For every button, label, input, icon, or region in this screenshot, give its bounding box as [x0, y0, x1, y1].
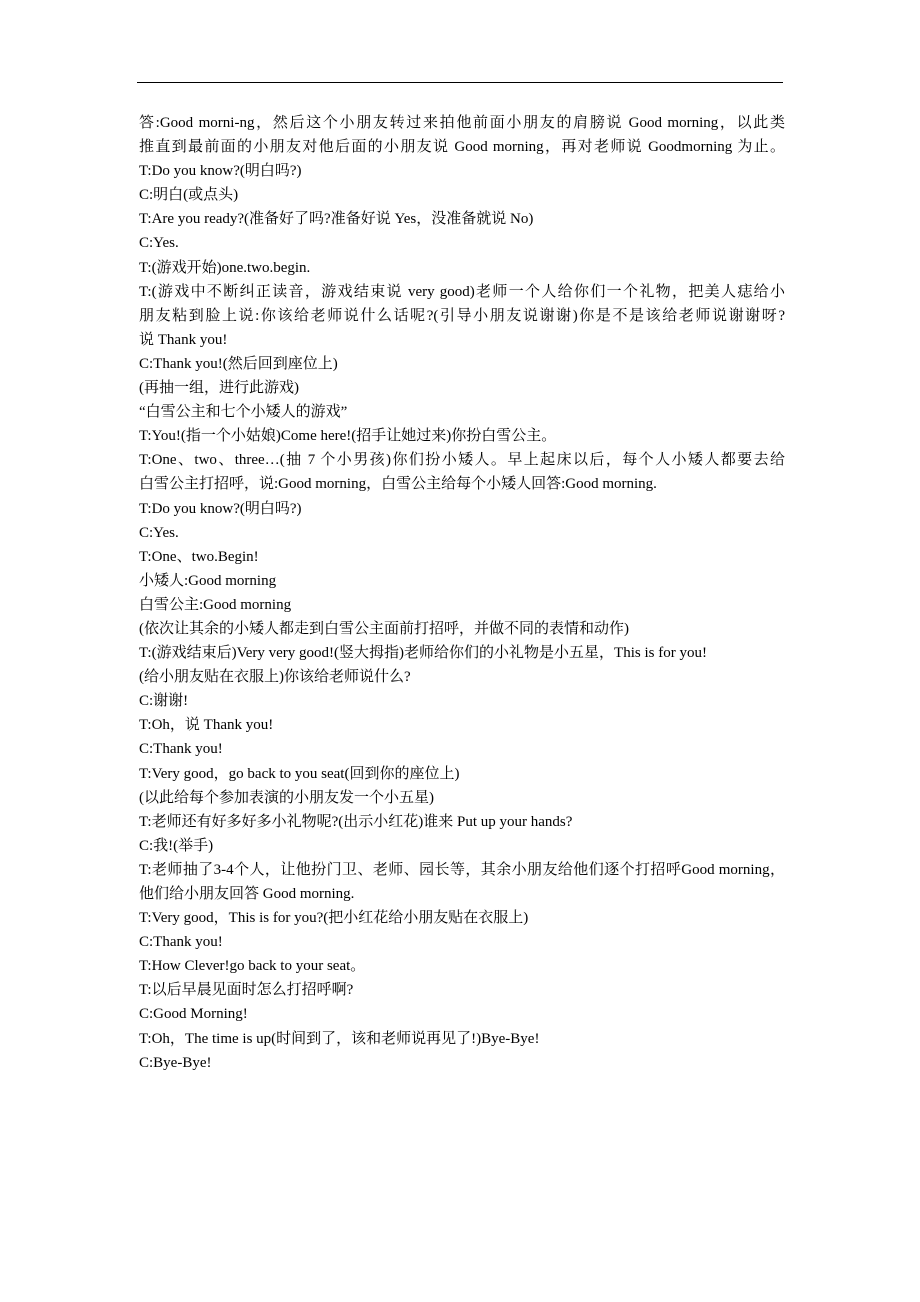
text-line: 答:Good morni-ng，然后这个小朋友转过来拍他前面小朋友的肩膀说 Good morning，以此类 — [139, 115, 785, 131]
text-line: (以此给每个参加表演的小朋友发一个小五星) — [139, 789, 434, 806]
document-body — [139, 111, 789, 1075]
text-line: T:How Clever!go back to your seat。 — [139, 958, 366, 975]
text-line: C:Yes. — [139, 235, 179, 252]
text-line: 他们给小朋友回答 Good morning. — [139, 886, 355, 902]
text-line: 推直到最前面的小朋友对他后面的小朋友说 Good morning，再对老师说 Goodmorning 为止。 — [139, 139, 785, 156]
text-line: C:Good Morning! — [139, 1006, 248, 1023]
text-line: T:You!(指一个小姑娘)Come here!(招手让她过来)你扮白雪公主。 — [139, 428, 557, 445]
text-line: T:Are you ready?(准备好了吗?准备好说 Yes，没准备就说 No) — [139, 211, 534, 228]
text-line: T:Do you know?(明白吗?) — [139, 163, 302, 180]
text-line: 朋友粘到脸上说:你该给老师说什么话呢?(引导小朋友说谢谢)你是不是该给老师说谢谢呀? — [139, 307, 785, 324]
header-rule — [137, 82, 783, 83]
text-line: T:老师抽了3-4个人，让他扮门卫、老师、园长等，其余小朋友给他们逐个打招呼Good morning， — [139, 861, 785, 878]
text-line: (依次让其余的小矮人都走到白雪公主面前打招呼，并做不同的表情和动作) — [139, 620, 629, 637]
text-line: C:谢谢! — [139, 693, 189, 710]
text-line: C:Bye-Bye! — [139, 1054, 212, 1071]
text-line: 白雪公主打招呼，说:Good morning，白雪公主给每个小矮人回答:Good morning. — [139, 476, 657, 493]
text-line: “白雪公主和七个小矮人的游戏” — [139, 404, 348, 421]
text-line: T:One、two.Begin! — [139, 548, 259, 565]
text-line: T:Very good，go back to you seat(回到你的座位上) — [139, 765, 460, 782]
text-line: 白雪公主:Good morning — [139, 596, 292, 613]
text-line: C:我!(举手) — [139, 837, 214, 854]
text-line: (再抽一组，进行此游戏) — [139, 380, 299, 397]
text-line: T:One、two、three…(抽 7 个小男孩)你们扮小矮人。早上起床以后，每个人小矮人都要去给 — [139, 452, 785, 469]
text-line: C:Thank you! — [139, 934, 223, 951]
text-line: T:Oh，说 Thank you! — [139, 717, 274, 734]
text-line: C:Yes. — [139, 524, 179, 541]
text-line: T:(游戏结束后)Very very good!(竖大拇指)老师给你们的小礼物是小五星，This is for you! — [139, 645, 707, 662]
text-line: 说 Thank you! — [139, 331, 228, 348]
text-line: T:Very good，This is for you?(把小红花给小朋友贴在衣服上) — [139, 910, 529, 927]
text-line: T:(游戏开始)one.two.begin. — [139, 259, 311, 276]
text-line: (给小朋友贴在衣服上)你该给老师说什么? — [139, 669, 411, 686]
text-line: T:以后早晨见面时怎么打招呼啊? — [139, 982, 354, 999]
text-line: T:(游戏中不断纠正读音，游戏结束说 very good)老师一个人给你们一个礼物，把美人痣给小 — [139, 283, 785, 300]
text-line: C:Thank you!(然后回到座位上) — [139, 355, 338, 372]
text-line: C:Thank you! — [139, 741, 223, 758]
text-line: C:明白(或点头) — [139, 187, 239, 204]
text-line: T:Do you know?(明白吗?) — [139, 500, 302, 517]
text-line: T:老师还有好多好多小礼物呢?(出示小红花)谁来 Put up your hands? — [139, 813, 573, 830]
text-line: T:Oh，The time is up(时间到了，该和老师说再见了!)Bye-Bye! — [139, 1030, 540, 1047]
text-line: 小矮人:Good morning — [139, 572, 277, 589]
